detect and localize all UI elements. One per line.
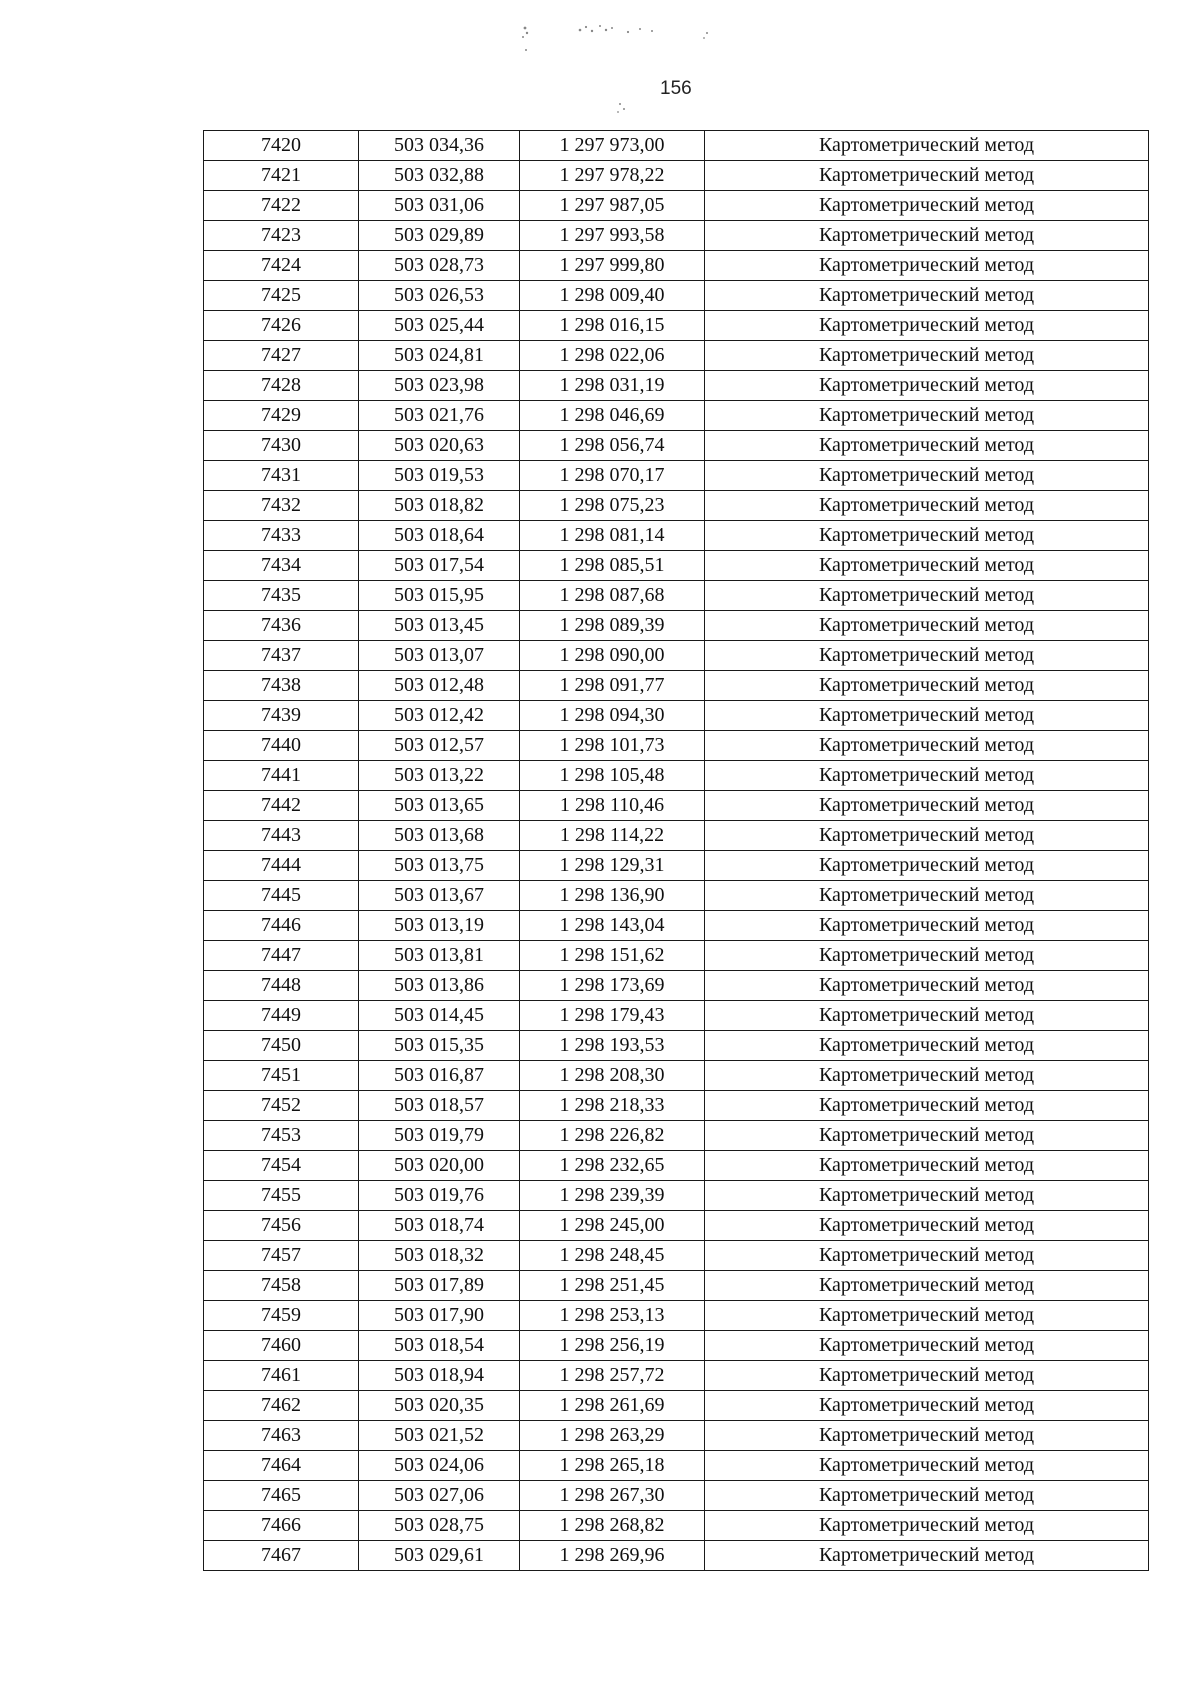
y-coordinate-cell: 1 298 091,77: [520, 671, 705, 701]
method-cell: Картометрический метод: [705, 161, 1149, 191]
point-number-cell: 7450: [204, 1031, 359, 1061]
x-coordinate-cell: 503 020,00: [359, 1151, 520, 1181]
x-coordinate-cell: 503 023,98: [359, 371, 520, 401]
method-cell: Картометрический метод: [705, 431, 1149, 461]
table-row: [204, 1451, 1149, 1481]
y-coordinate-cell: 1 298 269,96: [520, 1541, 705, 1571]
x-coordinate-cell: 503 021,52: [359, 1421, 520, 1451]
point-number-cell: 7428: [204, 371, 359, 401]
point-number-cell: 7466: [204, 1511, 359, 1541]
method-cell: Картометрический метод: [705, 881, 1149, 911]
method-cell: Картометрический метод: [705, 1091, 1149, 1121]
method-cell: Картометрический метод: [705, 131, 1149, 161]
x-coordinate-cell: 503 027,06: [359, 1481, 520, 1511]
y-coordinate-cell: 1 297 987,05: [520, 191, 705, 221]
table-row: [204, 251, 1149, 281]
point-number-cell: 7431: [204, 461, 359, 491]
scan-noise-marks: [0, 0, 1200, 130]
page-number: 156: [660, 78, 692, 99]
table-row: [204, 761, 1149, 791]
point-number-cell: 7467: [204, 1541, 359, 1571]
point-number-cell: 7453: [204, 1121, 359, 1151]
x-coordinate-cell: 503 015,95: [359, 581, 520, 611]
x-coordinate-cell: 503 013,67: [359, 881, 520, 911]
y-coordinate-cell: 1 298 151,62: [520, 941, 705, 971]
method-cell: Картометрический метод: [705, 1001, 1149, 1031]
table-row: [204, 791, 1149, 821]
y-coordinate-cell: 1 298 129,31: [520, 851, 705, 881]
y-coordinate-cell: 1 298 257,72: [520, 1361, 705, 1391]
x-coordinate-cell: 503 032,88: [359, 161, 520, 191]
method-cell: Картометрический метод: [705, 791, 1149, 821]
x-coordinate-cell: 503 018,54: [359, 1331, 520, 1361]
table-row: [204, 1361, 1149, 1391]
method-cell: Картометрический метод: [705, 191, 1149, 221]
x-coordinate-cell: 503 012,42: [359, 701, 520, 731]
point-number-cell: 7422: [204, 191, 359, 221]
y-coordinate-cell: 1 298 114,22: [520, 821, 705, 851]
x-coordinate-cell: 503 017,54: [359, 551, 520, 581]
table-row: [204, 1301, 1149, 1331]
point-number-cell: 7426: [204, 311, 359, 341]
y-coordinate-cell: 1 298 265,18: [520, 1451, 705, 1481]
x-coordinate-cell: 503 016,87: [359, 1061, 520, 1091]
y-coordinate-cell: 1 298 253,13: [520, 1301, 705, 1331]
method-cell: Картометрический метод: [705, 1031, 1149, 1061]
y-coordinate-cell: 1 298 022,06: [520, 341, 705, 371]
table-row: [204, 551, 1149, 581]
point-number-cell: 7449: [204, 1001, 359, 1031]
table-row: [204, 431, 1149, 461]
x-coordinate-cell: 503 013,07: [359, 641, 520, 671]
y-coordinate-cell: 1 298 094,30: [520, 701, 705, 731]
x-coordinate-cell: 503 013,68: [359, 821, 520, 851]
x-coordinate-cell: 503 028,73: [359, 251, 520, 281]
point-number-cell: 7424: [204, 251, 359, 281]
y-coordinate-cell: 1 298 267,30: [520, 1481, 705, 1511]
method-cell: Картометрический метод: [705, 251, 1149, 281]
y-coordinate-cell: 1 297 999,80: [520, 251, 705, 281]
table-row: [204, 371, 1149, 401]
x-coordinate-cell: 503 018,82: [359, 491, 520, 521]
point-number-cell: 7444: [204, 851, 359, 881]
point-number-cell: 7435: [204, 581, 359, 611]
y-coordinate-cell: 1 298 089,39: [520, 611, 705, 641]
y-coordinate-cell: 1 298 248,45: [520, 1241, 705, 1271]
method-cell: Картометрический метод: [705, 1061, 1149, 1091]
point-number-cell: 7432: [204, 491, 359, 521]
point-number-cell: 7445: [204, 881, 359, 911]
method-cell: Картометрический метод: [705, 1241, 1149, 1271]
table-row: [204, 851, 1149, 881]
table-row: [204, 131, 1149, 161]
y-coordinate-cell: 1 298 193,53: [520, 1031, 705, 1061]
x-coordinate-cell: 503 020,63: [359, 431, 520, 461]
table-row: [204, 1481, 1149, 1511]
table-row: [204, 671, 1149, 701]
point-number-cell: 7420: [204, 131, 359, 161]
table-row: [204, 1511, 1149, 1541]
point-number-cell: 7454: [204, 1151, 359, 1181]
y-coordinate-cell: 1 298 009,40: [520, 281, 705, 311]
table-row: [204, 1421, 1149, 1451]
point-number-cell: 7436: [204, 611, 359, 641]
x-coordinate-cell: 503 015,35: [359, 1031, 520, 1061]
point-number-cell: 7465: [204, 1481, 359, 1511]
table-row: [204, 1211, 1149, 1241]
table-row: [204, 1061, 1149, 1091]
y-coordinate-cell: 1 298 110,46: [520, 791, 705, 821]
y-coordinate-cell: 1 298 143,04: [520, 911, 705, 941]
method-cell: Картометрический метод: [705, 641, 1149, 671]
method-cell: Картометрический метод: [705, 1511, 1149, 1541]
x-coordinate-cell: 503 024,06: [359, 1451, 520, 1481]
method-cell: Картометрический метод: [705, 581, 1149, 611]
point-number-cell: 7448: [204, 971, 359, 1001]
table-row: [204, 911, 1149, 941]
y-coordinate-cell: 1 298 085,51: [520, 551, 705, 581]
point-number-cell: 7451: [204, 1061, 359, 1091]
table-row: [204, 161, 1149, 191]
x-coordinate-cell: 503 029,89: [359, 221, 520, 251]
point-number-cell: 7439: [204, 701, 359, 731]
y-coordinate-cell: 1 298 090,00: [520, 641, 705, 671]
x-coordinate-cell: 503 012,57: [359, 731, 520, 761]
table-row: [204, 1391, 1149, 1421]
y-coordinate-cell: 1 298 087,68: [520, 581, 705, 611]
table-row: [204, 731, 1149, 761]
x-coordinate-cell: 503 014,45: [359, 1001, 520, 1031]
method-cell: Картометрический метод: [705, 371, 1149, 401]
y-coordinate-cell: 1 298 075,23: [520, 491, 705, 521]
point-number-cell: 7425: [204, 281, 359, 311]
point-number-cell: 7452: [204, 1091, 359, 1121]
method-cell: Картометрический метод: [705, 851, 1149, 881]
y-coordinate-cell: 1 298 046,69: [520, 401, 705, 431]
y-coordinate-cell: 1 298 105,48: [520, 761, 705, 791]
method-cell: Картометрический метод: [705, 1211, 1149, 1241]
y-coordinate-cell: 1 298 245,00: [520, 1211, 705, 1241]
table-row: [204, 221, 1149, 251]
method-cell: Картометрический метод: [705, 521, 1149, 551]
y-coordinate-cell: 1 297 978,22: [520, 161, 705, 191]
x-coordinate-cell: 503 017,89: [359, 1271, 520, 1301]
method-cell: Картометрический метод: [705, 1391, 1149, 1421]
point-number-cell: 7464: [204, 1451, 359, 1481]
x-coordinate-cell: 503 013,65: [359, 791, 520, 821]
x-coordinate-cell: 503 025,44: [359, 311, 520, 341]
point-number-cell: 7457: [204, 1241, 359, 1271]
table-row: [204, 311, 1149, 341]
x-coordinate-cell: 503 021,76: [359, 401, 520, 431]
point-number-cell: 7441: [204, 761, 359, 791]
table-row: [204, 1271, 1149, 1301]
x-coordinate-cell: 503 024,81: [359, 341, 520, 371]
point-number-cell: 7455: [204, 1181, 359, 1211]
x-coordinate-cell: 503 013,45: [359, 611, 520, 641]
method-cell: Картометрический метод: [705, 341, 1149, 371]
y-coordinate-cell: 1 298 268,82: [520, 1511, 705, 1541]
table-row: [204, 821, 1149, 851]
y-coordinate-cell: 1 298 256,19: [520, 1331, 705, 1361]
method-cell: Картометрический метод: [705, 1181, 1149, 1211]
y-coordinate-cell: 1 298 232,65: [520, 1151, 705, 1181]
table-row: [204, 641, 1149, 671]
x-coordinate-cell: 503 019,53: [359, 461, 520, 491]
method-cell: Картометрический метод: [705, 611, 1149, 641]
y-coordinate-cell: 1 298 070,17: [520, 461, 705, 491]
table-row: [204, 491, 1149, 521]
table-row: [204, 1241, 1149, 1271]
y-coordinate-cell: 1 298 179,43: [520, 1001, 705, 1031]
x-coordinate-cell: 503 013,86: [359, 971, 520, 1001]
table-row: [204, 1031, 1149, 1061]
x-coordinate-cell: 503 013,81: [359, 941, 520, 971]
method-cell: Картометрический метод: [705, 311, 1149, 341]
method-cell: Картометрический метод: [705, 761, 1149, 791]
point-number-cell: 7442: [204, 791, 359, 821]
y-coordinate-cell: 1 298 136,90: [520, 881, 705, 911]
x-coordinate-cell: 503 026,53: [359, 281, 520, 311]
point-number-cell: 7437: [204, 641, 359, 671]
point-number-cell: 7463: [204, 1421, 359, 1451]
table-row: [204, 881, 1149, 911]
method-cell: Картометрический метод: [705, 1151, 1149, 1181]
y-coordinate-cell: 1 298 031,19: [520, 371, 705, 401]
table-row: [204, 191, 1149, 221]
y-coordinate-cell: 1 298 101,73: [520, 731, 705, 761]
point-number-cell: 7430: [204, 431, 359, 461]
method-cell: Картометрический метод: [705, 911, 1149, 941]
y-coordinate-cell: 1 298 016,15: [520, 311, 705, 341]
table-row: [204, 971, 1149, 1001]
table-row: [204, 341, 1149, 371]
table-row: [204, 461, 1149, 491]
point-number-cell: 7429: [204, 401, 359, 431]
x-coordinate-cell: 503 013,75: [359, 851, 520, 881]
method-cell: Картометрический метод: [705, 1301, 1149, 1331]
method-cell: Картометрический метод: [705, 221, 1149, 251]
point-number-cell: 7440: [204, 731, 359, 761]
method-cell: Картометрический метод: [705, 1421, 1149, 1451]
x-coordinate-cell: 503 013,22: [359, 761, 520, 791]
table-row: [204, 1091, 1149, 1121]
y-coordinate-cell: 1 298 239,39: [520, 1181, 705, 1211]
method-cell: Картометрический метод: [705, 731, 1149, 761]
method-cell: Картометрический метод: [705, 701, 1149, 731]
y-coordinate-cell: 1 298 218,33: [520, 1091, 705, 1121]
table-row: [204, 611, 1149, 641]
method-cell: Картометрический метод: [705, 971, 1149, 1001]
method-cell: Картометрический метод: [705, 1481, 1149, 1511]
method-cell: Картометрический метод: [705, 551, 1149, 581]
point-number-cell: 7456: [204, 1211, 359, 1241]
point-number-cell: 7434: [204, 551, 359, 581]
y-coordinate-cell: 1 298 263,29: [520, 1421, 705, 1451]
method-cell: Картометрический метод: [705, 1121, 1149, 1151]
x-coordinate-cell: 503 013,19: [359, 911, 520, 941]
point-number-cell: 7433: [204, 521, 359, 551]
x-coordinate-cell: 503 018,74: [359, 1211, 520, 1241]
table-row: [204, 1121, 1149, 1151]
point-number-cell: 7427: [204, 341, 359, 371]
point-number-cell: 7460: [204, 1331, 359, 1361]
point-number-cell: 7447: [204, 941, 359, 971]
method-cell: Картометрический метод: [705, 1271, 1149, 1301]
x-coordinate-cell: 503 034,36: [359, 131, 520, 161]
x-coordinate-cell: 503 018,64: [359, 521, 520, 551]
y-coordinate-cell: 1 298 056,74: [520, 431, 705, 461]
x-coordinate-cell: 503 018,94: [359, 1361, 520, 1391]
y-coordinate-cell: 1 298 081,14: [520, 521, 705, 551]
method-cell: Картометрический метод: [705, 1361, 1149, 1391]
method-cell: Картометрический метод: [705, 1331, 1149, 1361]
y-coordinate-cell: 1 298 226,82: [520, 1121, 705, 1151]
method-cell: Картометрический метод: [705, 1451, 1149, 1481]
table-row: [204, 1541, 1149, 1571]
x-coordinate-cell: 503 012,48: [359, 671, 520, 701]
point-number-cell: 7438: [204, 671, 359, 701]
table-row: [204, 581, 1149, 611]
table-row: [204, 701, 1149, 731]
point-number-cell: 7461: [204, 1361, 359, 1391]
method-cell: Картометрический метод: [705, 461, 1149, 491]
x-coordinate-cell: 503 028,75: [359, 1511, 520, 1541]
x-coordinate-cell: 503 031,06: [359, 191, 520, 221]
x-coordinate-cell: 503 018,32: [359, 1241, 520, 1271]
coordinates-table: [203, 130, 1149, 1571]
y-coordinate-cell: 1 298 251,45: [520, 1271, 705, 1301]
table-row: [204, 941, 1149, 971]
x-coordinate-cell: 503 017,90: [359, 1301, 520, 1331]
x-coordinate-cell: 503 018,57: [359, 1091, 520, 1121]
y-coordinate-cell: 1 298 261,69: [520, 1391, 705, 1421]
table-row: [204, 1331, 1149, 1361]
method-cell: Картометрический метод: [705, 941, 1149, 971]
method-cell: Картометрический метод: [705, 671, 1149, 701]
method-cell: Картометрический метод: [705, 821, 1149, 851]
method-cell: Картометрический метод: [705, 401, 1149, 431]
point-number-cell: 7443: [204, 821, 359, 851]
point-number-cell: 7423: [204, 221, 359, 251]
table-row: [204, 1151, 1149, 1181]
point-number-cell: 7462: [204, 1391, 359, 1421]
point-number-cell: 7446: [204, 911, 359, 941]
point-number-cell: 7421: [204, 161, 359, 191]
x-coordinate-cell: 503 019,76: [359, 1181, 520, 1211]
table-row: [204, 521, 1149, 551]
y-coordinate-cell: 1 297 973,00: [520, 131, 705, 161]
y-coordinate-cell: 1 298 208,30: [520, 1061, 705, 1091]
point-number-cell: 7459: [204, 1301, 359, 1331]
method-cell: Картометрический метод: [705, 491, 1149, 521]
table-row: [204, 281, 1149, 311]
y-coordinate-cell: 1 298 173,69: [520, 971, 705, 1001]
table-row: [204, 1001, 1149, 1031]
method-cell: Картометрический метод: [705, 281, 1149, 311]
table-row: [204, 1181, 1149, 1211]
method-cell: Картометрический метод: [705, 1541, 1149, 1571]
y-coordinate-cell: 1 297 993,58: [520, 221, 705, 251]
x-coordinate-cell: 503 019,79: [359, 1121, 520, 1151]
x-coordinate-cell: 503 020,35: [359, 1391, 520, 1421]
table-row: [204, 401, 1149, 431]
point-number-cell: 7458: [204, 1271, 359, 1301]
x-coordinate-cell: 503 029,61: [359, 1541, 520, 1571]
